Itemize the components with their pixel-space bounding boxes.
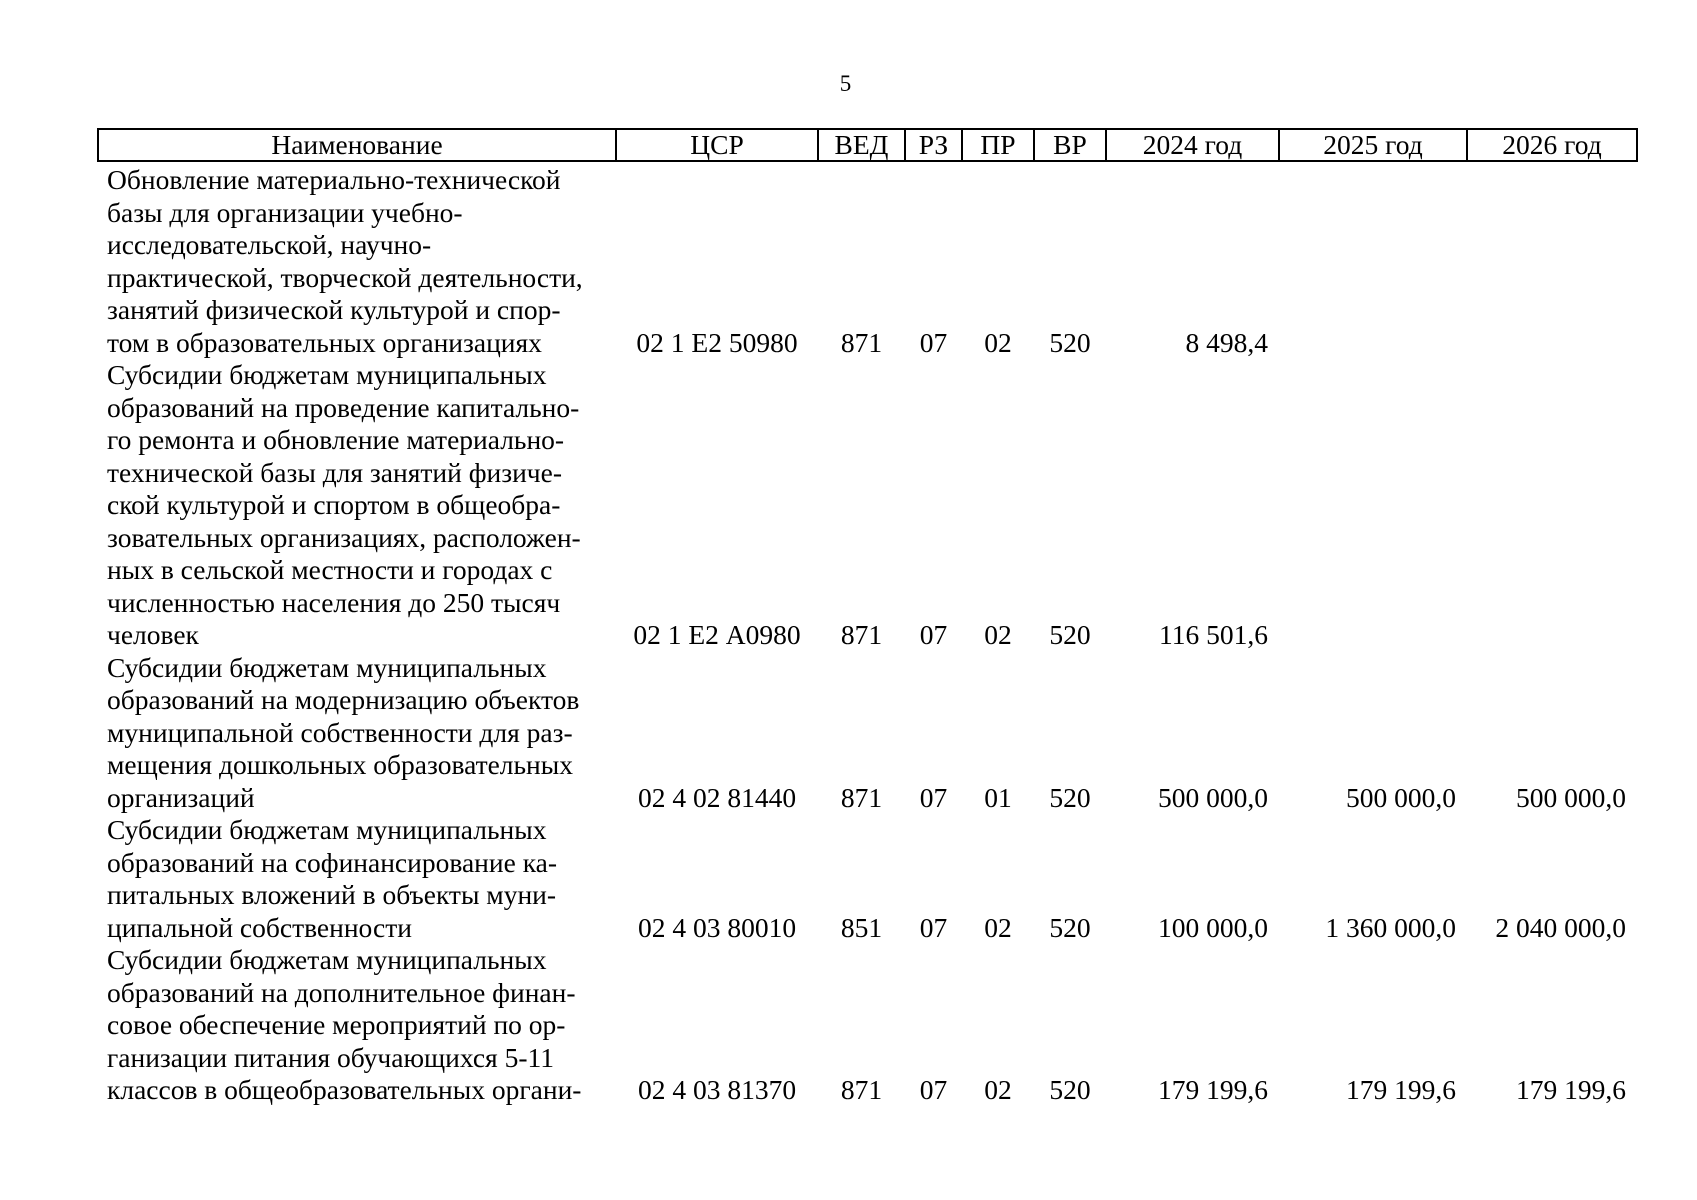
- cell-vr: 520: [1049, 911, 1091, 943]
- name-line: муниципальной собственности для раз-: [107, 716, 573, 748]
- cell-vr: 520: [1049, 1074, 1091, 1105]
- cell-year-2024: 8 498,4: [1185, 326, 1268, 358]
- cell-csr: 02 4 03 81370: [637, 1074, 797, 1105]
- cell-year-2026: 179 199,6: [1516, 1074, 1626, 1105]
- cell-name: [98, 814, 616, 944]
- cell-name: [98, 652, 616, 815]
- header-csr: ЦСР: [616, 129, 818, 161]
- name-line: образований на проведение капитально-: [107, 391, 580, 423]
- name-line: численностью населения до 250 тысяч: [107, 586, 561, 618]
- cell-year-2025: 500 000,0: [1346, 781, 1456, 813]
- name-line: ской культурой и спортом в общеобра-: [107, 489, 561, 520]
- name-line: практической, творческой деятельности,: [107, 261, 583, 293]
- cell-year-2026: 2 040 000,0: [1495, 911, 1626, 943]
- cell-year-2024: 179 199,6: [1158, 1074, 1268, 1105]
- budget-table: [97, 128, 1638, 1107]
- header-vr: ВР: [1034, 129, 1106, 161]
- cell-year-2026: 500 000,0: [1516, 781, 1626, 813]
- cell-pr: 02: [984, 619, 1012, 650]
- name-line: мещения дошкольных образовательных: [107, 749, 573, 780]
- cell-csr: 02 4 03 80010: [637, 911, 797, 943]
- name-line: исследовательской, научно-: [107, 229, 432, 260]
- name-line: образований на дополнительное финан-: [107, 976, 576, 1008]
- name-line: базы для организации учебно-: [107, 196, 463, 228]
- cell-year-2026: [1467, 359, 1637, 652]
- name-line: Субсидии бюджетам муниципальных: [107, 651, 547, 683]
- cell-year-2025: 179 199,6: [1346, 1074, 1456, 1105]
- table-body: [98, 161, 1637, 1107]
- name-line: Субсидии бюджетам муниципальных: [107, 814, 547, 845]
- cell-year-2025: 1 360 000,0: [1325, 911, 1456, 943]
- name-line: ганизации питания обучающихся 5-11: [107, 1041, 554, 1073]
- cell-vr: 520: [1049, 781, 1091, 813]
- cell-year-2024: 100 000,0: [1158, 911, 1268, 943]
- name-line: занятий физической культурой и спор-: [107, 294, 561, 325]
- cell-pr: 02: [984, 1074, 1012, 1105]
- cell-rz: 07: [919, 911, 948, 943]
- header-name: Наименование: [98, 129, 616, 161]
- cell-rz: 07: [919, 781, 948, 813]
- cell-vr: 520: [1049, 619, 1091, 650]
- cell-ved: 871: [840, 781, 883, 813]
- name-line: человек: [107, 619, 199, 650]
- name-line: том в образовательных организациях: [107, 326, 542, 358]
- cell-vr: 520: [1049, 326, 1091, 358]
- cell-pr: 02: [984, 911, 1012, 943]
- table-row: [98, 814, 1637, 944]
- name-line: зовательных организациях, расположен-: [107, 521, 581, 553]
- table-row: [98, 944, 1637, 1107]
- table-row: [98, 652, 1637, 815]
- name-line: классов в общеобразовательных органи-: [107, 1074, 582, 1105]
- cell-year-2025: [1279, 359, 1467, 652]
- name-line: технической базы для занятий физиче-: [107, 456, 562, 488]
- name-line: ных в сельской местности и городах с: [107, 554, 553, 585]
- cell-rz: 07: [919, 1074, 948, 1105]
- name-line: питальных вложений в объекты муни-: [107, 879, 557, 910]
- cell-ved: 851: [840, 911, 883, 943]
- cell-name: [98, 944, 616, 1107]
- cell-rz: 07: [919, 619, 948, 650]
- name-line: образований на софинансирование ка-: [107, 846, 558, 878]
- name-line: организаций: [107, 781, 255, 813]
- header-year-2026: 2026 год: [1467, 129, 1637, 161]
- name-line: го ремонта и обновление материально-: [107, 424, 565, 455]
- table-row: [98, 161, 1637, 359]
- header-year-2024: 2024 год: [1106, 129, 1279, 161]
- name-line: Субсидии бюджетам муниципальных: [107, 944, 547, 975]
- cell-name: [98, 359, 616, 652]
- name-line: совое обеспечение мероприятий по ор-: [107, 1009, 566, 1040]
- name-line: Субсидии бюджетам муниципальных: [107, 359, 547, 390]
- header-rz: РЗ: [905, 129, 962, 161]
- cell-year-2025: [1279, 161, 1467, 359]
- cell-pr: 02: [984, 326, 1012, 358]
- cell-name: [98, 161, 616, 359]
- header-pr: ПР: [962, 129, 1034, 161]
- header-ved: ВЕД: [818, 129, 905, 161]
- cell-pr: 01: [984, 781, 1012, 813]
- cell-year-2024: 116 501,6: [1159, 619, 1268, 650]
- cell-year-2024: 500 000,0: [1158, 781, 1268, 813]
- table-row: [98, 359, 1637, 652]
- cell-ved: 871: [840, 1074, 883, 1105]
- name-line: образований на модернизацию объектов: [107, 684, 580, 715]
- table-header-row: [98, 129, 1637, 161]
- name-line: ципальной собственности: [107, 911, 412, 943]
- cell-csr: 02 4 02 81440: [637, 781, 797, 813]
- name-line: Обновление материально-технической: [107, 164, 561, 195]
- page-number: 5: [839, 71, 852, 96]
- cell-rz: 07: [919, 326, 948, 358]
- cell-csr: 02 1 Е2 А0980: [633, 619, 801, 650]
- cell-csr: 02 1 Е2 50980: [636, 326, 798, 358]
- cell-ved: 871: [840, 619, 883, 650]
- cell-year-2026: [1467, 161, 1637, 359]
- cell-ved: 871: [840, 326, 883, 358]
- header-year-2025: 2025 год: [1279, 129, 1467, 161]
